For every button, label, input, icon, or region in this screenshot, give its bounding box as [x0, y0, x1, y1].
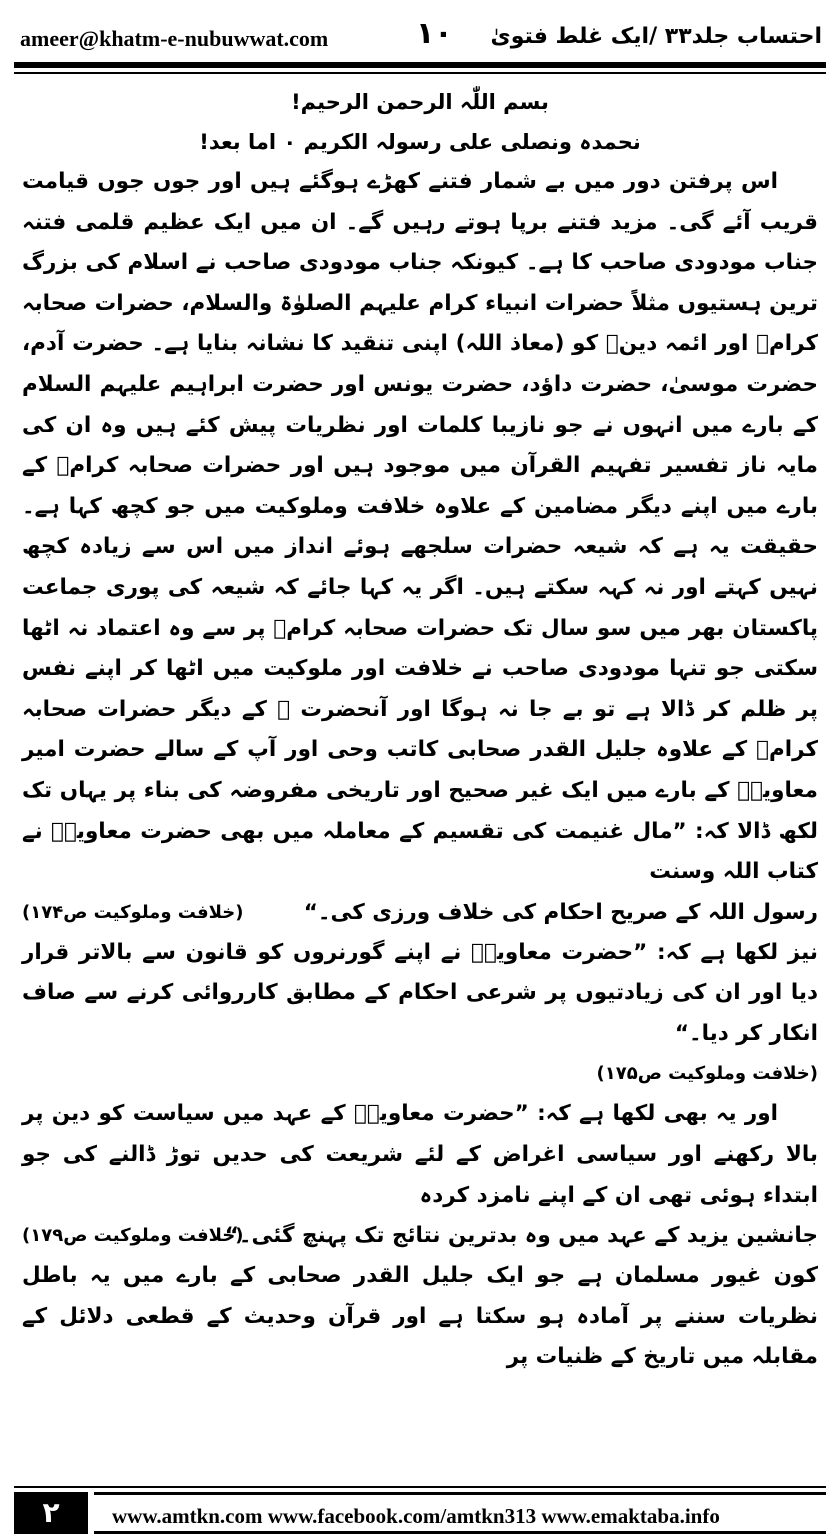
page-header — [14, 12, 826, 62]
reference-3: (خلافت وملوکیت ص۱۷۹) — [22, 1225, 244, 1247]
footer-urls: www.amtkn.com www.facebook.com/amtkn313 www.emaktaba.info — [94, 1492, 826, 1534]
bismillah-line: بسم اللّٰہ الرحمن الرحیم! — [291, 90, 549, 114]
paragraph-1-last-line: رسول اللہ کے صریح احکام کی خلاف ورزی کی۔“ — [303, 899, 818, 925]
page-footer — [14, 1492, 826, 1534]
header-rule-thin — [14, 72, 826, 74]
header-email: ameer@khatm-e-nubuwwat.com — [20, 26, 329, 51]
header-rule-thick — [14, 62, 826, 68]
footer-number-box: ۲ — [14, 1492, 88, 1534]
hamd-line: نحمدہ ونصلی علی رسولہ الکریم ۰ اما بعد! — [199, 130, 641, 154]
paragraph-3-text: اور یہ بھی لکھا ہے کہ: ”حضرت معاویہؓ کے عہد میں سیاست کو دین پر بالا رکھنے اور سیاسی اغراض کے لئے شریعت کی حدیں توڑ ڈالنے کی جو ابتداء ہوئی تھی ان کے اپنے نامزد کردہ — [22, 1101, 818, 1208]
paragraph-4-text: کون غیور مسلمان ہے جو ایک جلیل القدر صحابی کے بارے میں یہ باطل نظریات سننے پر آمادہ ہو سکتا ہے اور قرآن وحدیث کے قطعی دلائل کے مقابلہ میں تاریخ کے ظنیات پر — [22, 1263, 818, 1370]
paragraph-1-closing — [22, 893, 818, 933]
page-body — [22, 82, 818, 1378]
paragraph-2-text: نیز لکھا ہے کہ: ”حضرت معاویہؓ نے اپنے گورنروں کو قانون سے بالاتر قرار دیا اور ان کی زیادتیوں پر شرعی احکام کے مطابق کارروائی کرنے سے صاف انکار کر دیا۔“ — [22, 939, 818, 1046]
paragraph-3 — [22, 1094, 818, 1216]
header-page-number: ۱۰ — [416, 16, 453, 51]
paragraph-3-last-line: جانشین یزید کے عہد میں وہ بدترین نتائج تک پہنچ گئی۔“ — [224, 1223, 818, 1249]
footer-rule — [14, 1486, 826, 1488]
paragraph-1 — [22, 162, 818, 893]
reference-2: (خلافت وملوکیت ص۱۷۵) — [596, 1063, 818, 1085]
header-volume-title: احتساب جلد۳۳ /ایک غلط فتویٰ — [490, 24, 822, 49]
paragraph-4 — [22, 1256, 818, 1378]
paragraph-1-text: اس پرفتن دور میں بے شمار فتنے کھڑے ہوگئے ہیں اور جوں جوں قیامت قریب آئے گی۔ مزید فتنے برپا ہوتے رہیں گے۔ ان میں ایک عظیم قلمی فتنہ جناب مودودی صاحب کا ہے۔ کیونکہ جناب مودودی صاحب نے اسلام کی بزرگ ترین ہستیوں مثلاً حضرات انبیاء کرام علیہم الصلوٰۃ والسلام، حضرات صحابہ کرامؓ اور ائمہ دینؒ کو (معاذ اللہ) اپنی تنقید کا نشانہ بنایا ہے۔ حضرت آدم، حضرت موسیٰ، حضرت داؤد، حضرت یونس اور حضرت ابراہیم علیہم السلام کے بارے میں انہوں نے جو نازیبا کلمات اور نظریات پیش کئے ہیں وہ ان کی مایہ ناز تفسیر تفہیم القرآن میں موجود ہیں اور حضرات صحابہ کرامؓ کے بارے میں اپنے دیگر مضامین کے علاوہ خلافت وملوکیت میں جو کچھ کہا ہے۔ حقیقت یہ ہے کہ شیعہ حضرات سلجھے ہوئے انداز میں اس سے زیادہ کچھ نہیں کہتے اور نہ کہہ سکتے ہیں۔ اگر یہ کہا جائے کہ شیعہ کی پوری جماعت پاکستان بھر میں سو سال تک حضرات صحابہ کرامؓ پر سے وہ اعتماد نہ اٹھا سکتی جو تنہا مودودی صاحب نے خلافت اور ملوکیت میں اٹھا کر اپنے نفس پر ظلم کر ڈالا ہے تو بے جا نہ ہوگا اور آنحضرت ﷺ کے دیگر حضرات صحابہ کرامؓ کے علاوہ جلیل القدر صحابی کاتب وحی اور آپ کے سالے حضرت امیر معاویہؓ کے بارے میں ایک غیر صحیح اور تاریخی مفروضہ کی بناء پر یہاں تک لکھ ڈالا کہ: ”مال غنیمت کی تقسیم کے معاملہ میں بھی حضرت معاویہؓ نے کتاب اللہ وسنت — [22, 169, 818, 885]
reference-1: (خلافت وملوکیت ص۱۷۴) — [22, 901, 244, 923]
paragraph-3-closing — [22, 1216, 818, 1256]
paragraph-2 — [22, 933, 818, 1055]
